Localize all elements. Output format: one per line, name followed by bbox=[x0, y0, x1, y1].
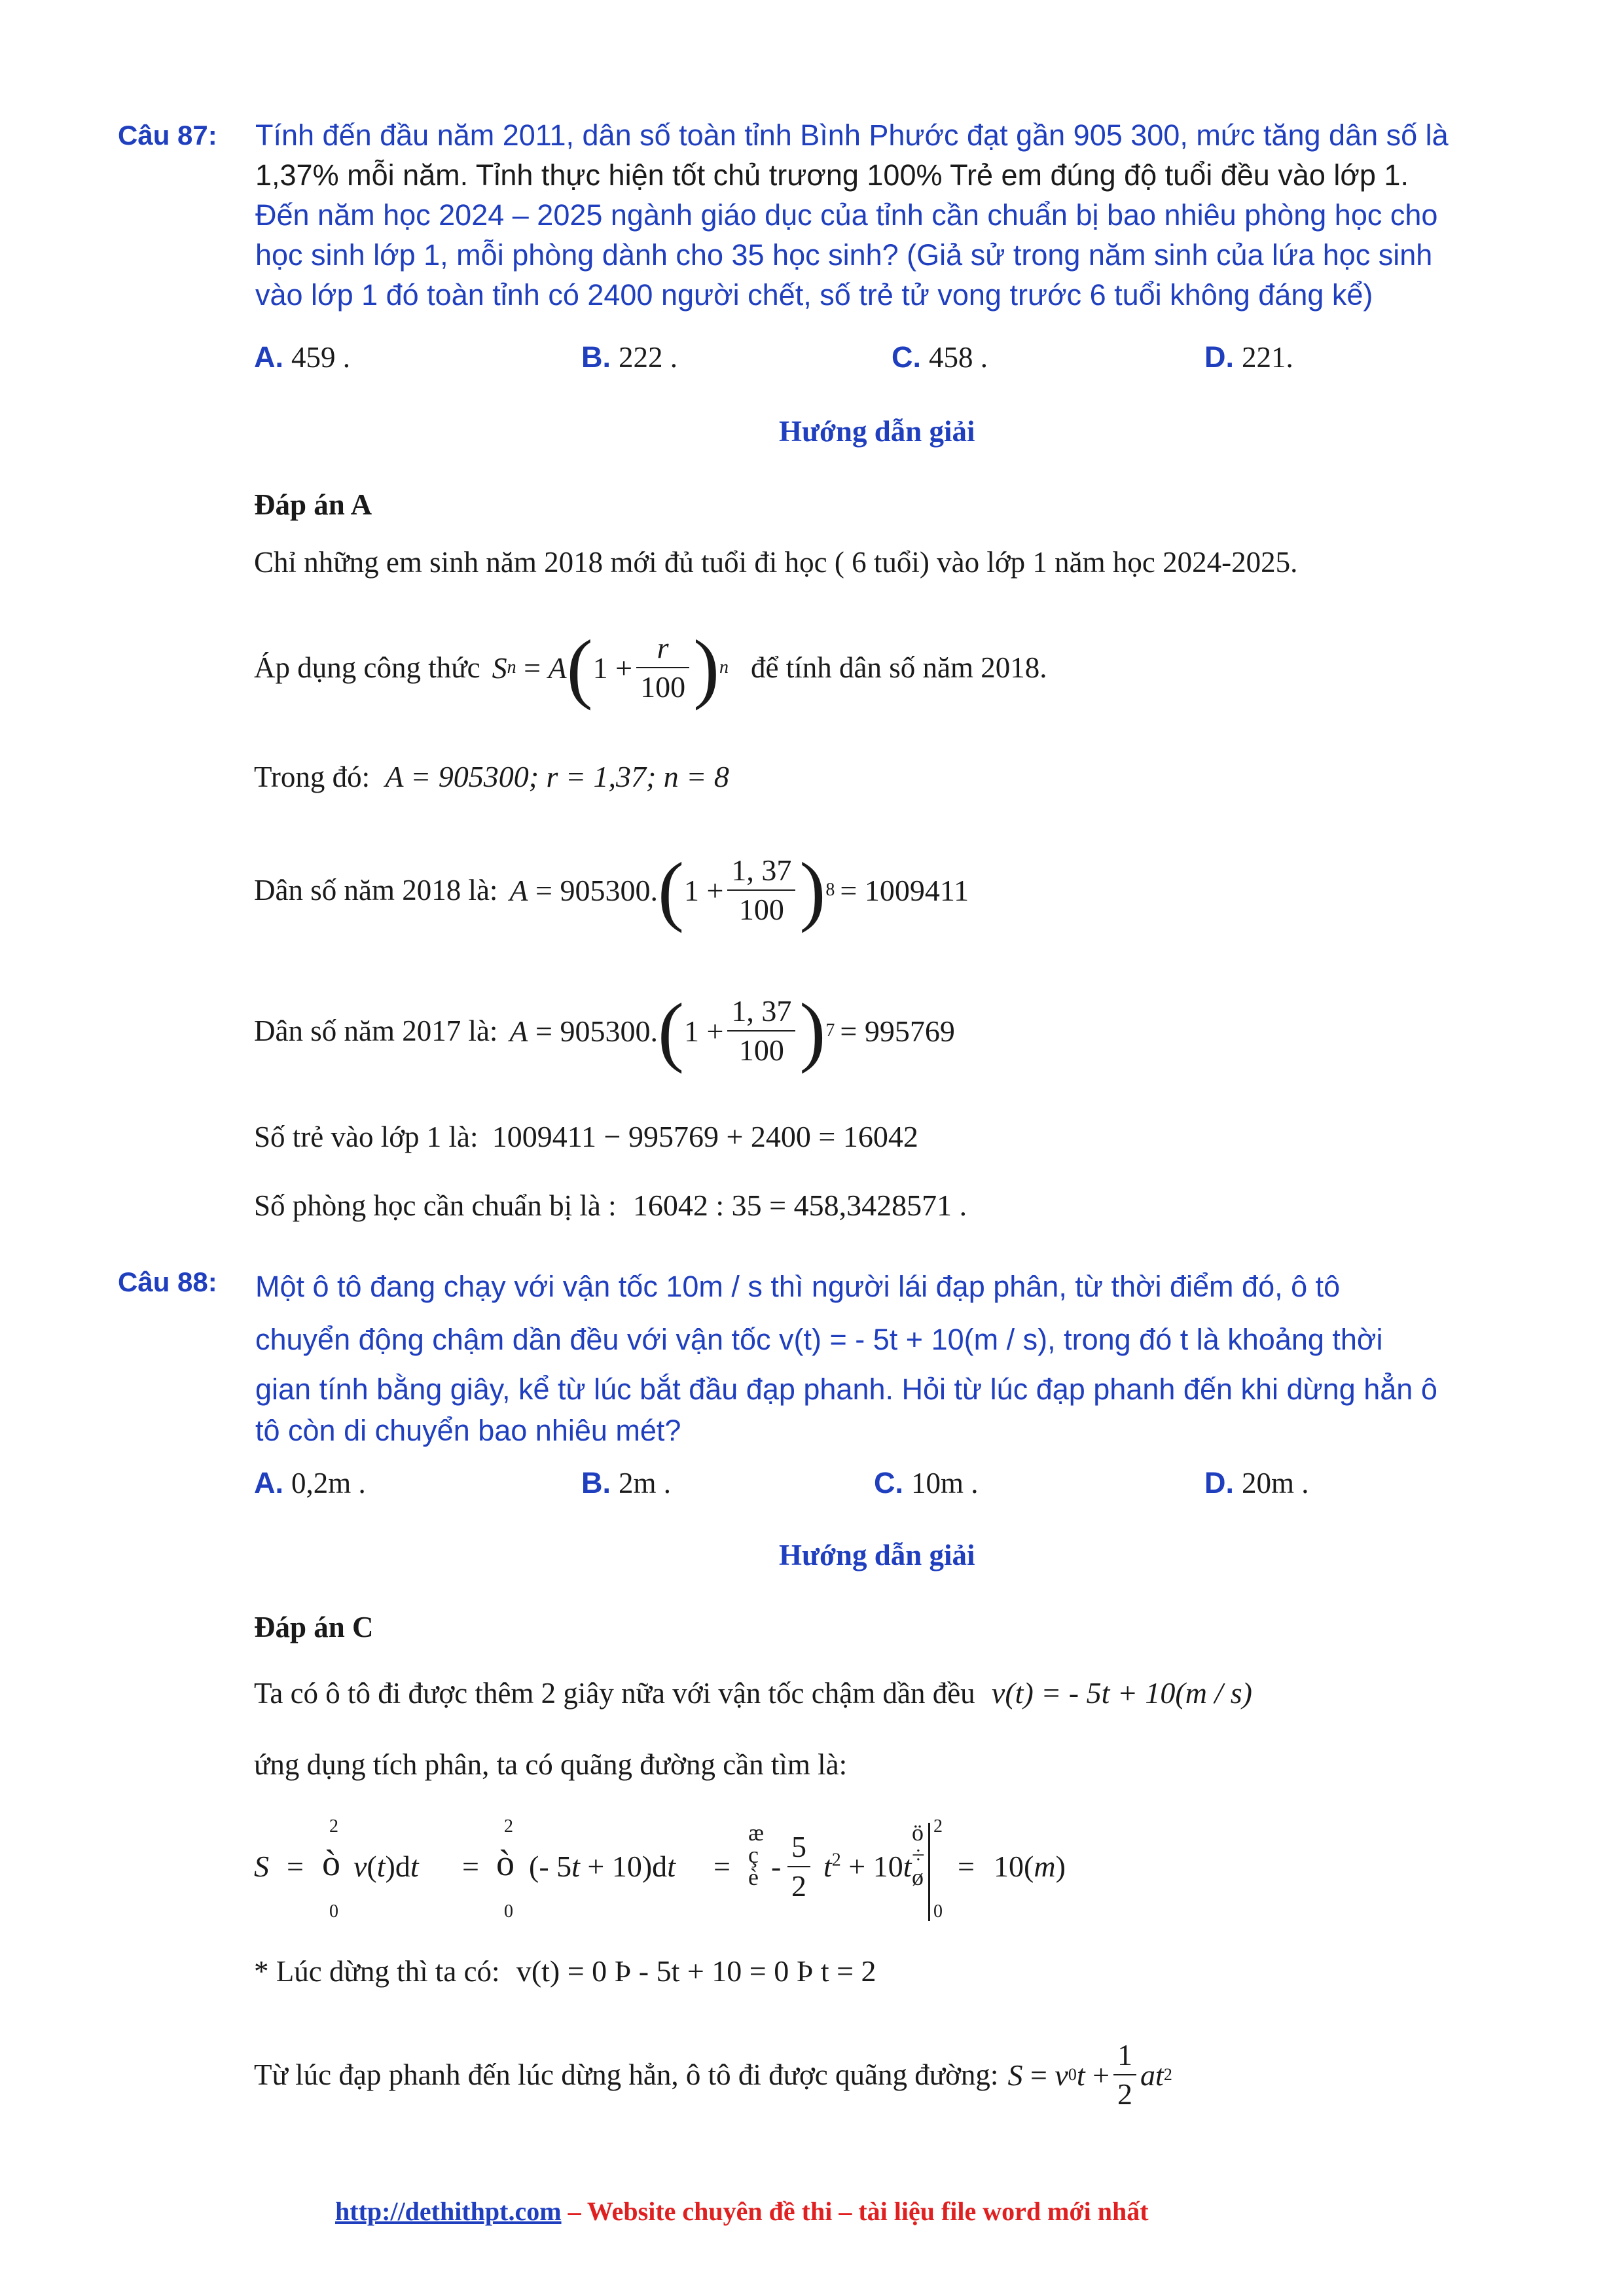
option-letter: C. bbox=[874, 1466, 903, 1499]
question-88-line-4: tô còn di chuyển bao nhiêu mét? bbox=[255, 1414, 681, 1447]
option-letter: A. bbox=[254, 1466, 283, 1499]
q88-option-c[interactable] bbox=[874, 1466, 979, 1500]
q87-step-2 bbox=[254, 622, 1047, 713]
q87-step-4 bbox=[254, 844, 969, 936]
q88-solution-heading: Hướng dẫn giải bbox=[779, 1539, 975, 1571]
question-88-line-3: gian tính bằng giây, kể từ lúc bắt đầu đạp phanh. Hỏi từ lúc đạp phanh đến khi dừng hẳn ô bbox=[255, 1372, 1437, 1406]
q87-option-b[interactable] bbox=[581, 340, 677, 374]
step-7-math: 16042 : 35 = 458,3428571 . bbox=[632, 1189, 967, 1222]
step-3-values: A = 905300; r = 1,37; n = 8 bbox=[385, 760, 729, 793]
question-87-line-2: 1,37% mỗi năm. Tỉnh thực hiện tốt chủ trương 100% Trẻ em đúng độ tuổi đều vào lớp 1. bbox=[255, 158, 1409, 192]
step-3-prefix: Trong đó: bbox=[254, 761, 370, 793]
option-letter: A. bbox=[254, 340, 283, 374]
question-88-text bbox=[255, 1262, 1512, 1450]
stop-condition: v(t) = 0 Þ - 5t + 10 = 0 Þ t = 2 bbox=[516, 1954, 876, 1988]
compound-formula: S n = A ( 1 + $\frac{r}{100}$ ) n bbox=[492, 624, 729, 711]
q88-option-a[interactable] bbox=[254, 1466, 366, 1500]
population-2017-result: = 995769 bbox=[840, 1014, 955, 1048]
step-2-prefix: Áp dụng công thức bbox=[254, 651, 480, 684]
q88-answer: Đáp án C bbox=[254, 1611, 374, 1643]
question-87-line-3: Đến năm học 2024 – 2025 ngành giáo dục của tỉnh cần chuẩn bị bao nhiêu phòng học cho bbox=[255, 198, 1438, 232]
option-letter: D. bbox=[1204, 1466, 1234, 1499]
q88-step-4 bbox=[254, 1954, 876, 1988]
step-1-prefix: Ta có ô tô đi được thêm 2 giây nữa với vận tốc chậm dần đều bbox=[254, 1677, 975, 1710]
population-2018-result: = 1009411 bbox=[840, 873, 969, 907]
q87-step-7 bbox=[254, 1188, 967, 1223]
q88-step-2: ứng dụng tích phân, ta có quãng đường cần tìm là: bbox=[254, 1748, 848, 1781]
question-88-line-2: chuyển động chậm dần đều với vận tốc v(t) = - 5t + 10(m / s), trong đó t là khoảng thời bbox=[255, 1323, 1383, 1356]
q87-solution-heading: Hướng dẫn giải bbox=[779, 415, 975, 448]
population-2017-formula: A = 905300. ( 1 + $\frac{1, 37}{100}$ ) 7 = 995769 bbox=[509, 987, 955, 1074]
option-letter: C. bbox=[892, 340, 921, 374]
q87-step-6 bbox=[254, 1119, 918, 1154]
step-5-prefix: Dân số năm 2017 là: bbox=[254, 1014, 498, 1047]
step-5-prefix: Từ lúc đạp phanh đến lúc dừng hẳn, ô tô đi được quãng đường: bbox=[254, 2058, 999, 2091]
distance-formula: S = v 0 t + $\frac{1}{2}$ at 2 bbox=[1007, 2036, 1172, 2113]
q87-option-a[interactable] bbox=[254, 340, 350, 374]
question-87-text bbox=[255, 115, 1512, 315]
option-letter: D. bbox=[1204, 340, 1234, 374]
option-value: 221. bbox=[1242, 341, 1293, 374]
step-4-prefix: * Lúc dừng thì ta có: bbox=[254, 1955, 500, 1988]
q87-step-5 bbox=[254, 985, 955, 1077]
q87-step-3 bbox=[254, 759, 729, 794]
option-value: 10m . bbox=[911, 1467, 979, 1499]
q87-step-1: Chỉ những em sinh năm 2018 mới đủ tuổi đi học ( 6 tuổi) vào lớp 1 năm học 2024-2025. bbox=[254, 546, 1298, 579]
option-letter: B. bbox=[581, 1466, 611, 1499]
integral-formula: S = 2 ò 0 v(t)dt = 2 ò 0 (- 5t + 10)dt = æ ç è - $\frac{5}{2}$ $t^2 + 10t$ ö ÷ ø 2 0 = 10(m) bbox=[254, 1816, 1066, 1922]
question-87-label: Câu 87: bbox=[118, 120, 217, 151]
footer-tagline: – Website chuyên đề thi – tài liệu file word mới nhất bbox=[561, 2197, 1149, 2226]
footer bbox=[335, 2196, 1149, 2227]
population-2018-formula: A = 905300. ( 1 + $\frac{1, 37}{100}$ ) 8 = 1009411 bbox=[509, 846, 969, 933]
question-88-label: Câu 88: bbox=[118, 1266, 217, 1297]
option-value: 20m . bbox=[1242, 1467, 1309, 1499]
q87-option-d[interactable] bbox=[1204, 340, 1293, 374]
option-letter: B. bbox=[581, 340, 611, 374]
q87-option-c[interactable] bbox=[892, 340, 988, 374]
step-6-prefix: Số trẻ vào lớp 1 là: bbox=[254, 1121, 478, 1153]
step-7-prefix: Số phòng học cần chuẩn bị là : bbox=[254, 1189, 617, 1222]
velocity-formula: v(t) = - 5t + 10(m / s) bbox=[991, 1676, 1252, 1710]
question-88-line-1: Một ô tô đang chạy với vận tốc 10m / s thì người lái đạp phân, từ thời điểm đó, ô tô bbox=[255, 1270, 1341, 1303]
question-87-line-4: học sinh lớp 1, mỗi phòng dành cho 35 học sinh? (Giả sử trong năm sinh của lứa học sinh bbox=[255, 238, 1433, 272]
q88-step-1 bbox=[254, 1676, 1252, 1710]
option-value: 222 . bbox=[619, 341, 677, 374]
option-value: 458 . bbox=[929, 341, 988, 374]
q88-option-b[interactable] bbox=[581, 1466, 671, 1500]
question-87-line-1: Tính đến đầu năm 2011, dân số toàn tỉnh Bình Phước đạt gần 905 300, mức tăng dân số là bbox=[255, 118, 1449, 152]
q87-answer: Đáp án A bbox=[254, 488, 372, 521]
option-value: 0,2m . bbox=[291, 1467, 366, 1499]
footer-website-link[interactable]: http://dethithpt.com bbox=[335, 2197, 562, 2226]
step-4-prefix: Dân số năm 2018 là: bbox=[254, 874, 498, 906]
question-87-line-5: vào lớp 1 đó toàn tỉnh có 2400 người chết, số trẻ tử vong trước 6 tuổi không đáng kể) bbox=[255, 278, 1373, 312]
q88-step-5 bbox=[254, 2036, 1172, 2114]
step-2-suffix: để tính dân số năm 2018. bbox=[751, 651, 1047, 684]
option-value: 459 . bbox=[291, 341, 350, 374]
step-6-math: 1009411 − 995769 + 2400 = 16042 bbox=[492, 1120, 918, 1153]
option-value: 2m . bbox=[619, 1467, 672, 1499]
q88-option-d[interactable] bbox=[1204, 1466, 1309, 1500]
